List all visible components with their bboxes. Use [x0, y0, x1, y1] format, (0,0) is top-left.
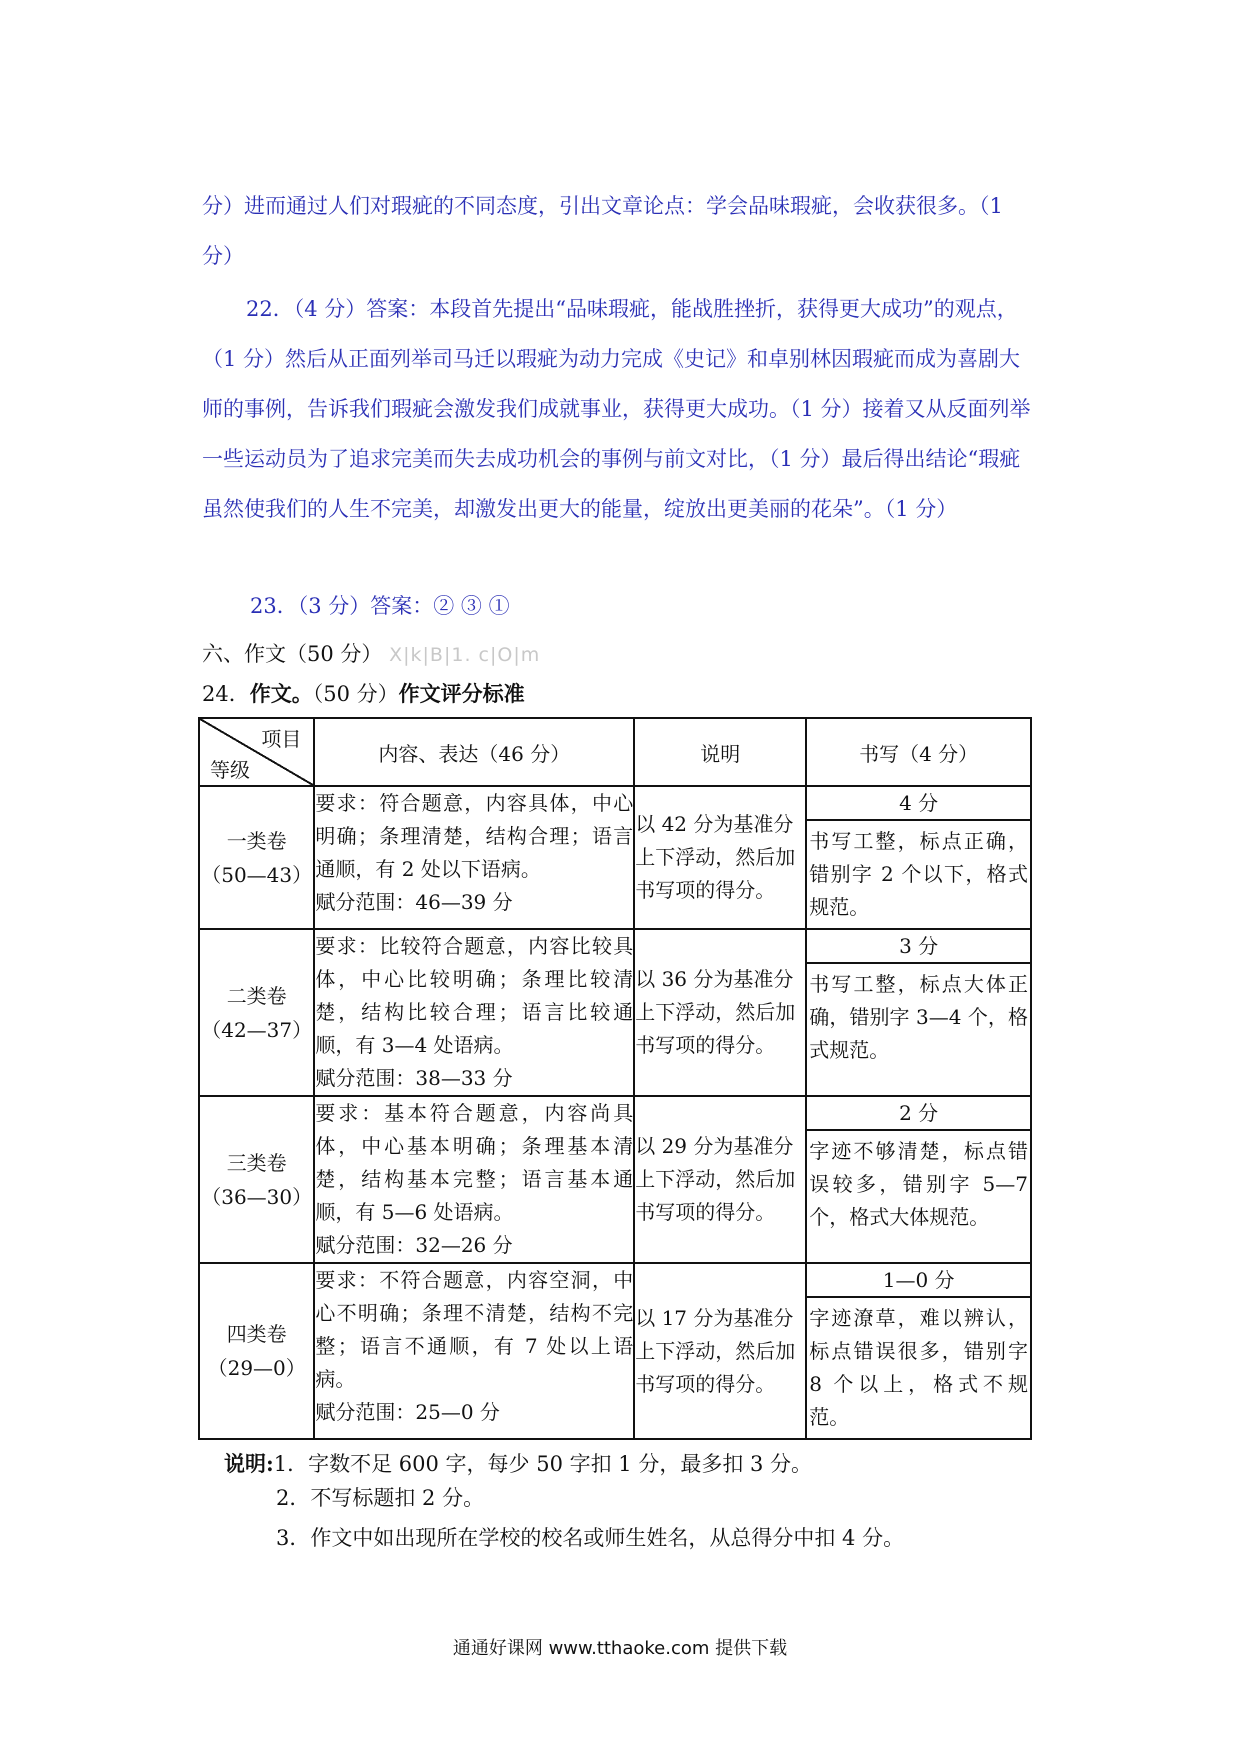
writing-cell — [806, 786, 1031, 929]
explain-cell: 以 29 分为基准分上下浮动，然后加书写项的得分。 — [634, 1096, 806, 1263]
score-range: 赋分范围：46—39 分 — [315, 890, 513, 914]
section-title-row — [202, 638, 540, 668]
rubric-table — [198, 717, 1032, 1440]
explain-cell: 以 36 分为基准分上下浮动，然后加书写项的得分。 — [634, 929, 806, 1096]
content-cell — [314, 786, 634, 929]
explain-cell: 以 17 分为基准分上下浮动，然后加书写项的得分。 — [634, 1263, 806, 1439]
level-name: 四类卷 — [226, 1322, 287, 1346]
table-header-row — [199, 718, 1031, 786]
answer-22: 22．（4 分）答案：本段首先提出“品味瑕疵，能战胜挫折，获得更大成功”的观点，（1 分）然后从正面列举司马迁以瑕疵为动力完成《史记》和卓别林因瑕疵而成为喜剧大师的事例，告诉我们瑕疵会激发我们成就事业，获得更大成功。（1 分）接着又从反面列举一些运动员为了追求完美而失去成功机会的事例与前文对比，（1 分）最后得出结论“瑕疵虽然使我们的人生不完美，却激发出更大的能量，绽放出更美丽的花朵”。（1 分） — [202, 297, 1031, 521]
q24-title: 作文。 — [249, 681, 313, 706]
note-line-1 — [224, 1448, 812, 1478]
page-footer: 通通好课网 www.tthaoke.com 提供下载 — [452, 1638, 788, 1659]
content-requirement: 要求：不符合题意，内容空洞，中心不明确；条理不清楚，结构不完整；语言不通顺，有 7 处以上语病。 — [315, 1268, 634, 1391]
writing-desc: 字迹潦草，难以辨认，标点错误很多，错别字 8 个以上，格式不规范。 — [809, 1306, 1028, 1429]
note-item-2: 2．不写标题扣 2 分。 — [276, 1486, 485, 1510]
content-requirement: 要求：比较符合题意，内容比较具体，中心比较明确；条理比较清楚，结构比较合理；语言比较通顺，有 3—4 处语病。 — [315, 934, 634, 1057]
score-range: 赋分范围：25—0 分 — [315, 1400, 500, 1424]
answer-21-end-line2: 分） — [202, 244, 244, 268]
level-range: （42—37） — [201, 1017, 313, 1042]
q24-score: （50 分） — [312, 682, 399, 706]
header-level-label: 等级 — [210, 758, 250, 782]
explain-cell: 以 42 分为基准分上下浮动，然后加书写项的得分。 — [634, 786, 806, 929]
writing-points: 1—0 分 — [807, 1264, 1030, 1298]
level-name: 三类卷 — [226, 1150, 287, 1175]
q24-number: 24． — [202, 682, 250, 706]
notes-label: 说明: — [224, 1451, 274, 1476]
content-cell — [314, 929, 634, 1096]
writing-cell — [806, 1263, 1031, 1439]
question-24-heading — [202, 678, 525, 708]
level-cell — [199, 786, 314, 929]
score-range: 赋分范围：38—33 分 — [315, 1066, 513, 1090]
writing-desc: 书写工整，标点正确，错别字 2 个以下，格式规范。 — [809, 829, 1028, 919]
note-item-1: 1．字数不足 600 字，每少 50 字扣 1 分，最多扣 3 分。 — [273, 1452, 813, 1476]
writing-cell — [806, 1096, 1031, 1263]
diagonal-header-cell — [199, 718, 314, 786]
table-row — [199, 929, 1031, 1096]
header-explain: 说明 — [634, 718, 806, 786]
table-row — [199, 1263, 1031, 1439]
header-content: 内容、表达（46 分） — [314, 718, 634, 786]
level-cell — [199, 1263, 314, 1439]
level-range: （50—43） — [201, 862, 313, 887]
answer-23: 23．（3 分）答案：② ③ ① — [250, 594, 510, 618]
table-row — [199, 1096, 1031, 1263]
table-row — [199, 786, 1031, 929]
level-range: （36—30） — [201, 1184, 313, 1209]
writing-desc: 字迹不够清楚，标点错误较多，错别字 5—7 个，格式大体规范。 — [809, 1139, 1028, 1229]
score-range: 赋分范围：32—26 分 — [315, 1233, 513, 1257]
content-requirement: 要求：基本符合题意，内容尚具体，中心基本明确；条理基本清楚，结构基本完整；语言基本通顺，有 5—6 处语病。 — [315, 1101, 634, 1224]
answer-21-end-line1: 分）进而通过人们对瑕疵的不同态度，引出文章论点：学会品味瑕疵，会收获很多。（1 — [202, 194, 1003, 218]
level-name: 一类卷 — [226, 828, 287, 853]
header-writing: 书写（4 分） — [806, 718, 1031, 786]
q24-rubric-title: 作文评分标准 — [398, 681, 525, 706]
level-name: 二类卷 — [226, 983, 287, 1008]
section-title: 六、作文（50 分） — [202, 642, 383, 666]
content-requirement: 要求：符合题意，内容具体，中心明确；条理清楚，结构合理；语言通顺，有 2 处以下语病。 — [315, 791, 634, 881]
content-cell — [314, 1263, 634, 1439]
writing-points: 3 分 — [807, 930, 1030, 964]
header-item-label: 项目 — [261, 727, 302, 751]
writing-desc: 书写工整，标点大体正确，错别字 3—4 个，格式规范。 — [809, 972, 1028, 1062]
note-item-3: 3．作文中如出现所在学校的校名或师生姓名，从总得分中扣 4 分。 — [276, 1526, 905, 1550]
writing-points: 2 分 — [807, 1097, 1030, 1131]
level-cell — [199, 1096, 314, 1263]
writing-points: 4 分 — [807, 787, 1030, 821]
level-cell — [199, 929, 314, 1096]
writing-cell — [806, 929, 1031, 1096]
watermark-text: X|k|B|1. c|O|m — [389, 644, 541, 666]
content-cell — [314, 1096, 634, 1263]
level-range: （29—0） — [207, 1356, 306, 1380]
